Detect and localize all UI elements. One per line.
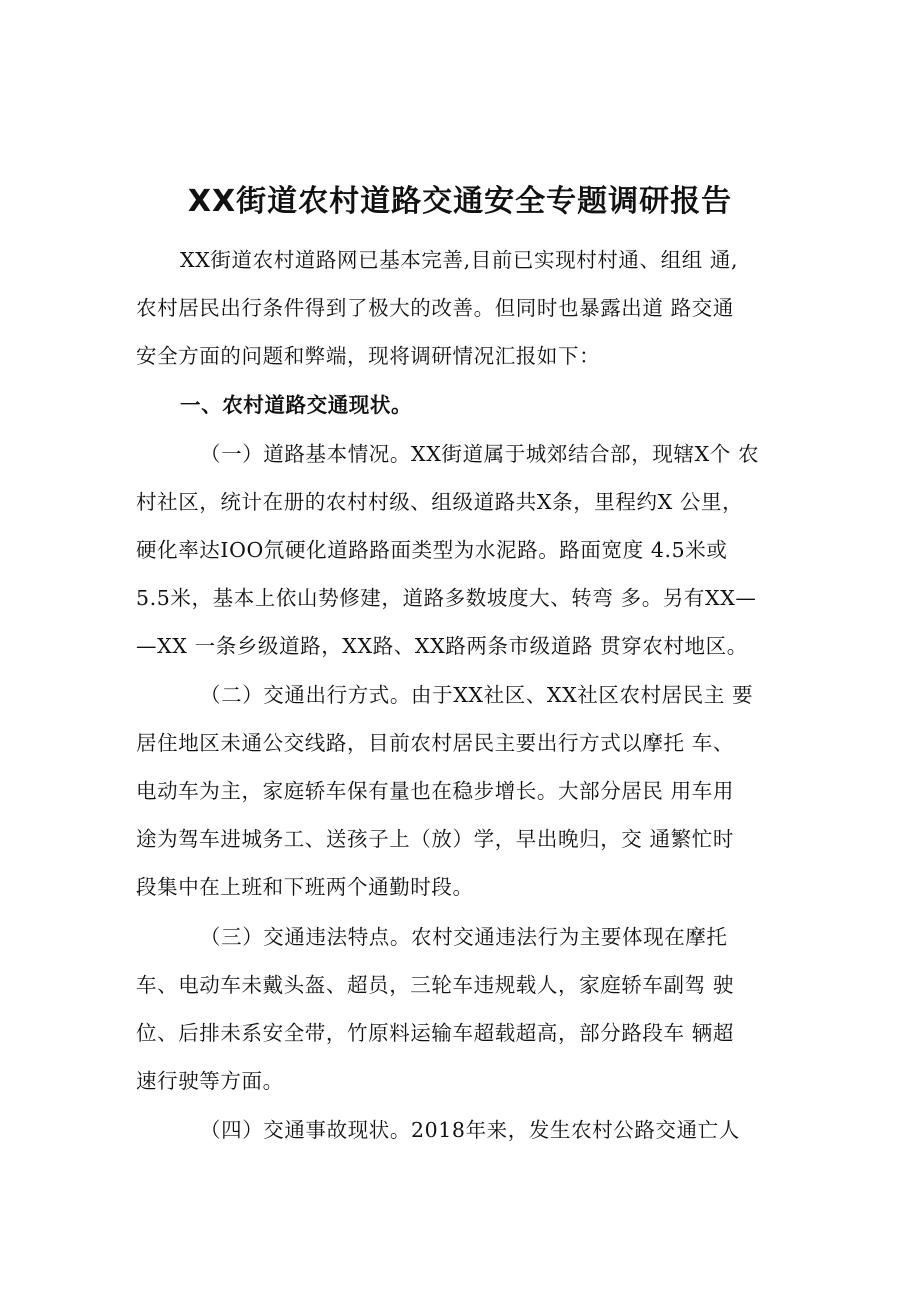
intro-line-2: 农村居民出行条件得到了极大的改善。但同时也暴露出道 路交通 bbox=[136, 296, 734, 320]
para2-line-3: 电动车为主，家庭轿车保有量也在稳步增长。大部分居民 用车用 bbox=[136, 779, 734, 803]
para2-line-1: （二）交通出行方式。由于XX社区、XX社区农村居民主 要 bbox=[200, 683, 754, 707]
para1-line-3: 硬化率达IOO氘硬化道路路面类型为水泥路。路面宽度 4.5米或 bbox=[136, 538, 728, 562]
para2-line-2: 居住地区未通公交线路，目前农村居民主要出行方式以摩托 车、 bbox=[136, 731, 734, 755]
para2-line-5: 段集中在上班和下班两个通勤时段。 bbox=[136, 875, 474, 899]
para2-line-4: 途为驾车进城务工、送孩子上（放）学，早出晚归，交 通繁忙时 bbox=[136, 827, 734, 851]
para3-line-1: （三）交通违法特点。农村交通违法行为主要体现在摩托 bbox=[200, 925, 728, 949]
section-heading-1: 一、农村道路交通现状。 bbox=[180, 393, 413, 417]
para4-line-1: （四）交通事故现状。2018年来，发生农村公路交通亡人 bbox=[200, 1118, 740, 1142]
para3-line-3: 位、后排未系安全带，竹原料运输车超载超高，部分路段车 辆超 bbox=[136, 1021, 734, 1045]
para1-line-4: 5.5米，基本上依山势修建，道路多数坡度大、转弯 多。另有XX— bbox=[136, 586, 757, 610]
para1-line-5: —XX 一条乡级道路，XX路、XX路两条市级道路 贯穿农村地区。 bbox=[136, 634, 748, 658]
intro-line-3: 安全方面的问题和弊端，现将调研情况汇报如下： bbox=[136, 344, 601, 368]
para3-line-4: 速行驶等方面。 bbox=[136, 1069, 284, 1093]
para1-line-1: （一）道路基本情况。XX街道属于城郊结合部，现辖X个 农 bbox=[200, 442, 760, 466]
para3-line-2: 车、电动车未戴头盔、超员，三轮车违规载人，家庭轿车副驾 驶 bbox=[136, 973, 734, 997]
para1-line-2: 村社区，统计在册的农村村级、组级道路共X条，里程约X 公里， bbox=[136, 490, 744, 514]
document-title: XX街道农村道路交通安全专题调研报告 bbox=[187, 184, 733, 219]
intro-line-1: XX街道农村道路网已基本完善,目前已实现村村通、组组 通, bbox=[180, 248, 739, 272]
